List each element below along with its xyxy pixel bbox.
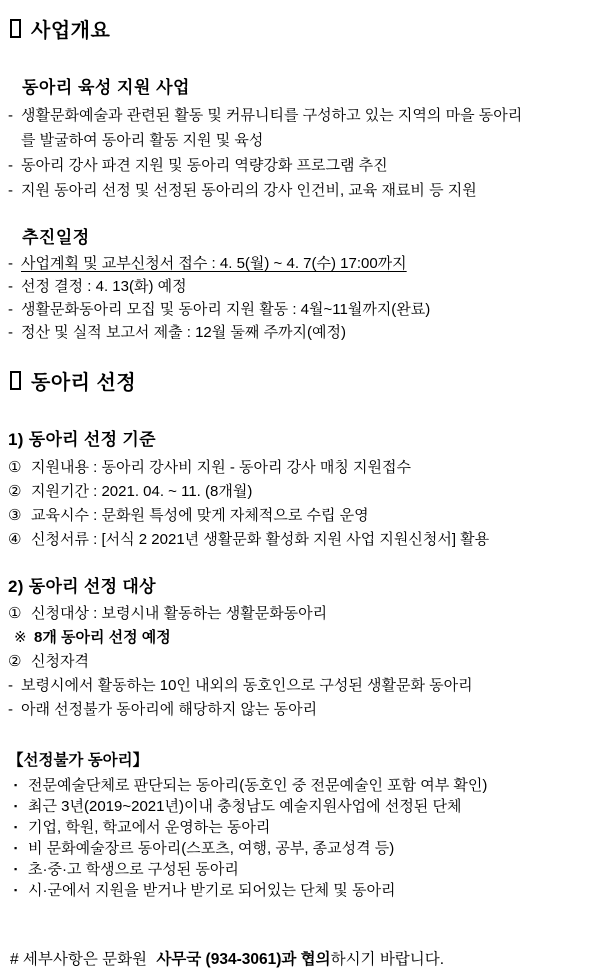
list-item-text-underlined: 사업계획 및 교부신청서 접수 : 4. 5(월) ~ 4. 7(수) 17:00까지 bbox=[21, 255, 407, 272]
circled-number-icon: ① bbox=[8, 605, 22, 622]
section-title-selection bbox=[10, 366, 608, 395]
footer-contact-note bbox=[10, 947, 608, 969]
list-item-text: 지원 동아리 선정 및 선정된 동아리의 강사 인건비, 교육 재료비 등 지원 bbox=[21, 182, 477, 199]
dash-marker: - bbox=[8, 278, 13, 295]
list-item-text: 기업, 학원, 학교에서 운영하는 동아리 bbox=[28, 819, 271, 836]
circled-number-icon: ① bbox=[8, 459, 22, 476]
dash-marker: - bbox=[8, 701, 13, 718]
list-item-text: 선정 결정 : 4. 13(화) 예정 bbox=[21, 278, 187, 295]
list-item-continuation bbox=[8, 128, 608, 153]
list-item bbox=[8, 275, 608, 298]
list-item-text-bold: 8개 동아리 선정 예정 bbox=[34, 629, 171, 646]
dash-marker: - bbox=[8, 107, 13, 124]
list-item-text: 정산 및 실적 보고서 제출 : 12월 둘째 주까지(예정) bbox=[21, 324, 347, 341]
list-item bbox=[14, 859, 608, 880]
circled-number-icon: ③ bbox=[8, 507, 22, 524]
list-item-text: 전문예술단체로 판단되는 동아리(동호인 중 전문예술인 포함 여부 확인) bbox=[28, 777, 488, 794]
circled-number-icon: ④ bbox=[8, 531, 22, 548]
list-item-text: 생활문화예술과 관련된 활동 및 커뮤니티를 구성하고 있는 지역의 마을 동아리 bbox=[21, 107, 523, 124]
list-item bbox=[8, 480, 608, 504]
list-item bbox=[8, 698, 608, 722]
square-bullet-icon: ▪ bbox=[14, 822, 18, 832]
list-item bbox=[8, 602, 608, 626]
list-item bbox=[8, 650, 608, 674]
list-item bbox=[14, 796, 608, 817]
square-bullet-icon: ▪ bbox=[14, 780, 18, 790]
list-item-text: 시·군에서 지원을 받거나 받기로 되어있는 단체 및 동아리 bbox=[28, 882, 396, 899]
list-item bbox=[14, 817, 608, 838]
list-item bbox=[14, 838, 608, 859]
footer-contact-bold: 사무국 (934-3061)과 협의 bbox=[156, 951, 331, 968]
list-item-text: 생활문화동아리 모집 및 동아리 지원 활동 : 4월~11월까지(완료) bbox=[21, 301, 431, 318]
square-bullet-icon: ▪ bbox=[14, 864, 18, 874]
subsection-title-criteria: 1) 동아리 선정 기준 bbox=[8, 430, 156, 449]
reference-mark-icon: ※ bbox=[14, 629, 27, 646]
list-item bbox=[14, 775, 608, 796]
list-item-text: 아래 선정불가 동아리에 해당하지 않는 동아리 bbox=[21, 701, 318, 718]
section-title-text: 사업개요 bbox=[31, 20, 111, 42]
subsection-title-target: 2) 동아리 선정 대상 bbox=[8, 577, 156, 596]
list-item-text: 교육시수 : 문화원 특성에 맞게 자체적으로 수립 운영 bbox=[31, 507, 369, 524]
footer-text: 하시기 바랍니다. bbox=[330, 951, 445, 968]
circled-number-icon: ② bbox=[8, 653, 22, 670]
list-item-text: 최근 3년(2019~2021년)이내 충청남도 예술지원사업에 선정된 단체 bbox=[28, 798, 462, 815]
subsection-title-schedule: 추진일정 bbox=[22, 228, 90, 247]
subsection-title-club-support: 동아리 육성 지원 사업 bbox=[22, 78, 190, 97]
square-bullet-icon: ▪ bbox=[14, 801, 18, 811]
square-bullet-icon: ▪ bbox=[14, 885, 18, 895]
circled-number-icon: ② bbox=[8, 483, 22, 500]
list-item-deadline bbox=[8, 252, 608, 275]
list-item bbox=[8, 178, 608, 203]
dash-marker: - bbox=[8, 182, 13, 199]
square-bullet-icon bbox=[10, 19, 21, 38]
square-bullet-icon: ▪ bbox=[14, 843, 18, 853]
dash-marker: - bbox=[8, 301, 13, 318]
dash-marker: - bbox=[8, 157, 13, 174]
club-support-list bbox=[8, 103, 608, 203]
section-title-overview bbox=[10, 14, 608, 43]
list-item-text: 초·중·고 학생으로 구성된 동아리 bbox=[28, 861, 239, 878]
schedule-list bbox=[8, 252, 608, 344]
list-item bbox=[8, 153, 608, 178]
list-item bbox=[8, 456, 608, 480]
list-item bbox=[8, 528, 608, 552]
list-item bbox=[8, 504, 608, 528]
list-item-text: 동아리 강사 파견 지원 및 동아리 역량강화 프로그램 추진 bbox=[21, 157, 388, 174]
list-item bbox=[8, 103, 608, 128]
list-item bbox=[8, 674, 608, 698]
list-item-text: 신청대상 : 보령시내 활동하는 생활문화동아리 bbox=[31, 605, 328, 622]
dash-marker: - bbox=[8, 677, 13, 694]
list-item bbox=[8, 298, 608, 321]
list-item bbox=[14, 880, 608, 901]
list-item-text: 비 문화예술장르 동아리(스포츠, 여행, 공부, 종교성격 등) bbox=[28, 840, 395, 857]
footer-text: # 세부사항은 문화원 bbox=[10, 951, 152, 968]
square-bullet-icon bbox=[10, 371, 21, 390]
dash-marker: - bbox=[8, 255, 13, 272]
criteria-list bbox=[8, 456, 608, 552]
list-item-text: 보령시에서 활동하는 10인 내외의 동호인으로 구성된 생활문화 동아리 bbox=[21, 677, 473, 694]
list-item-text: 지원내용 : 동아리 강사비 지원 - 동아리 강사 매칭 지원접수 bbox=[31, 459, 411, 476]
list-item-text: 신청자격 bbox=[31, 653, 89, 670]
subsection-title-excluded: 【선정불가 동아리】 bbox=[8, 752, 149, 769]
list-item-text: 지원기간 : 2021. 04. ~ 11. (8개월) bbox=[31, 483, 253, 500]
target-list bbox=[8, 602, 608, 722]
list-item-note bbox=[8, 626, 608, 650]
empty-marker bbox=[8, 128, 21, 153]
list-item-text: 신청서류 : [서식 2 2021년 생활문화 활성화 지원 사업 지원신청서] 활용 bbox=[31, 531, 490, 548]
dash-marker: - bbox=[8, 324, 13, 341]
excluded-list bbox=[8, 775, 608, 901]
section-title-text: 동아리 선정 bbox=[31, 372, 137, 394]
list-item bbox=[8, 321, 608, 344]
list-item-text: 를 발굴하여 동아리 활동 지원 및 육성 bbox=[21, 132, 264, 149]
